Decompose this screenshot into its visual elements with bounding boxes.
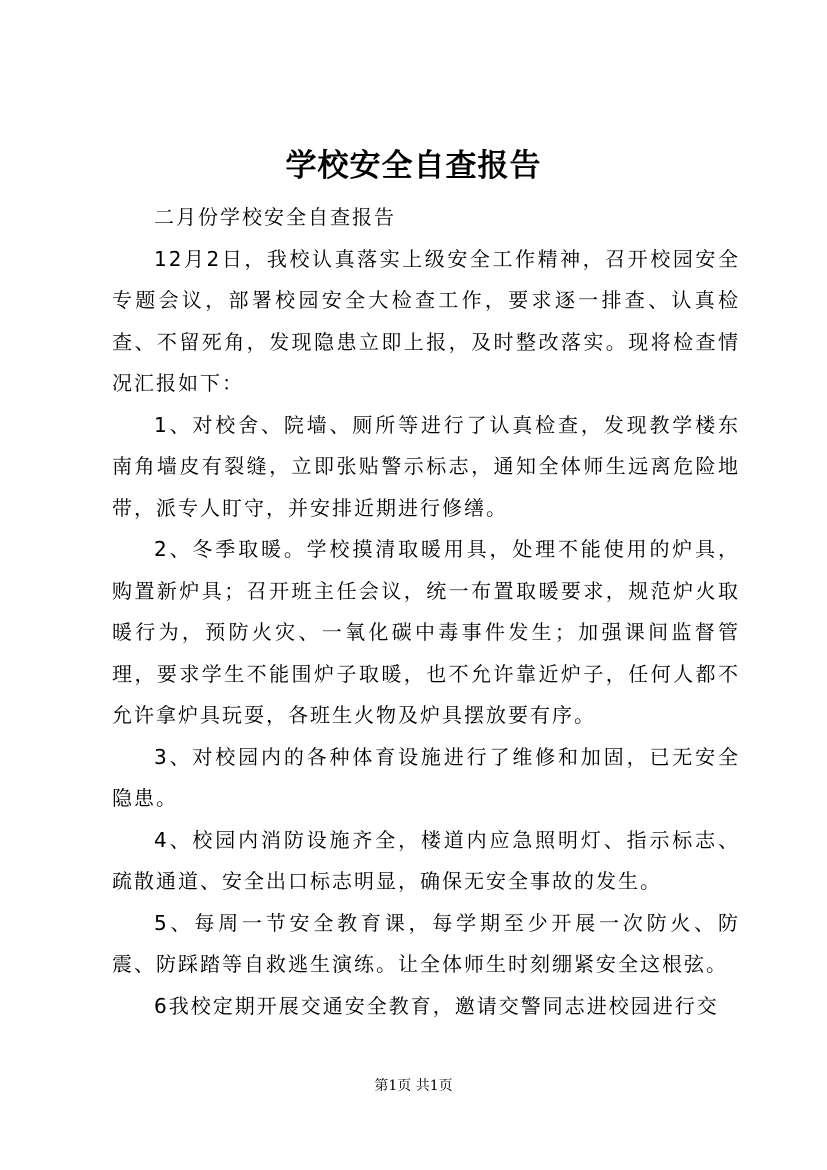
paragraph-item-1: 1、对校舍、院墙、厕所等进行了认真检查，发现教学楼东南角墙皮有裂缝，立即张贴警示标志，通知全体师生远离危险地带，派专人盯守，并安排近期进行修缮。 <box>112 412 740 520</box>
paragraph-item-5: 5、每周一节安全教育课，每学期至少开展一次防火、防震、防踩踏等自救逃生演练。让全体师生时刻绷紧安全这根弦。 <box>112 910 740 976</box>
document-title: 学校安全自查报告 <box>285 148 542 184</box>
page-footer: 第1页 共1页 <box>374 1078 453 1094</box>
paragraph-item-6: 6我校定期开展交通安全教育，邀请交警同志进校园进行交 <box>154 993 719 1018</box>
paragraph-subtitle: 二月份学校安全自查报告 <box>154 205 396 229</box>
paragraph-item-2: 2、冬季取暖。学校摸清取暖用具，处理不能使用的炉具，购置新炉具；召开班主任会议，统一布置取暖要求，规范炉火取暖行为，预防火灾、一氧化碳中毒事件发生；加强课间监督管理，要求学生不能围炉子取暖，也不允许靠近炉子，任何人都不允许拿炉具玩耍，各班生火物及炉具摆放要有序。 <box>112 537 740 727</box>
paragraph-item-4: 4、校园内消防设施齐全，楼道内应急照明灯、指示标志、疏散通道、安全出口标志明显，确保无安全事故的发生。 <box>112 827 740 893</box>
paragraph-item-3: 3、对校园内的各种体育设施进行了维修和加固，已无安全隐患。 <box>112 744 740 810</box>
document-body <box>112 197 740 1027</box>
paragraph-intro: 12月2日，我校认真落实上级安全工作精神，召开校园安全专题会议，部署校园安全大检查工作，要求逐一排查、认真检查、不留死角，发现隐患立即上报，及时整改落实。现将检查情况汇报如下： <box>112 246 740 395</box>
